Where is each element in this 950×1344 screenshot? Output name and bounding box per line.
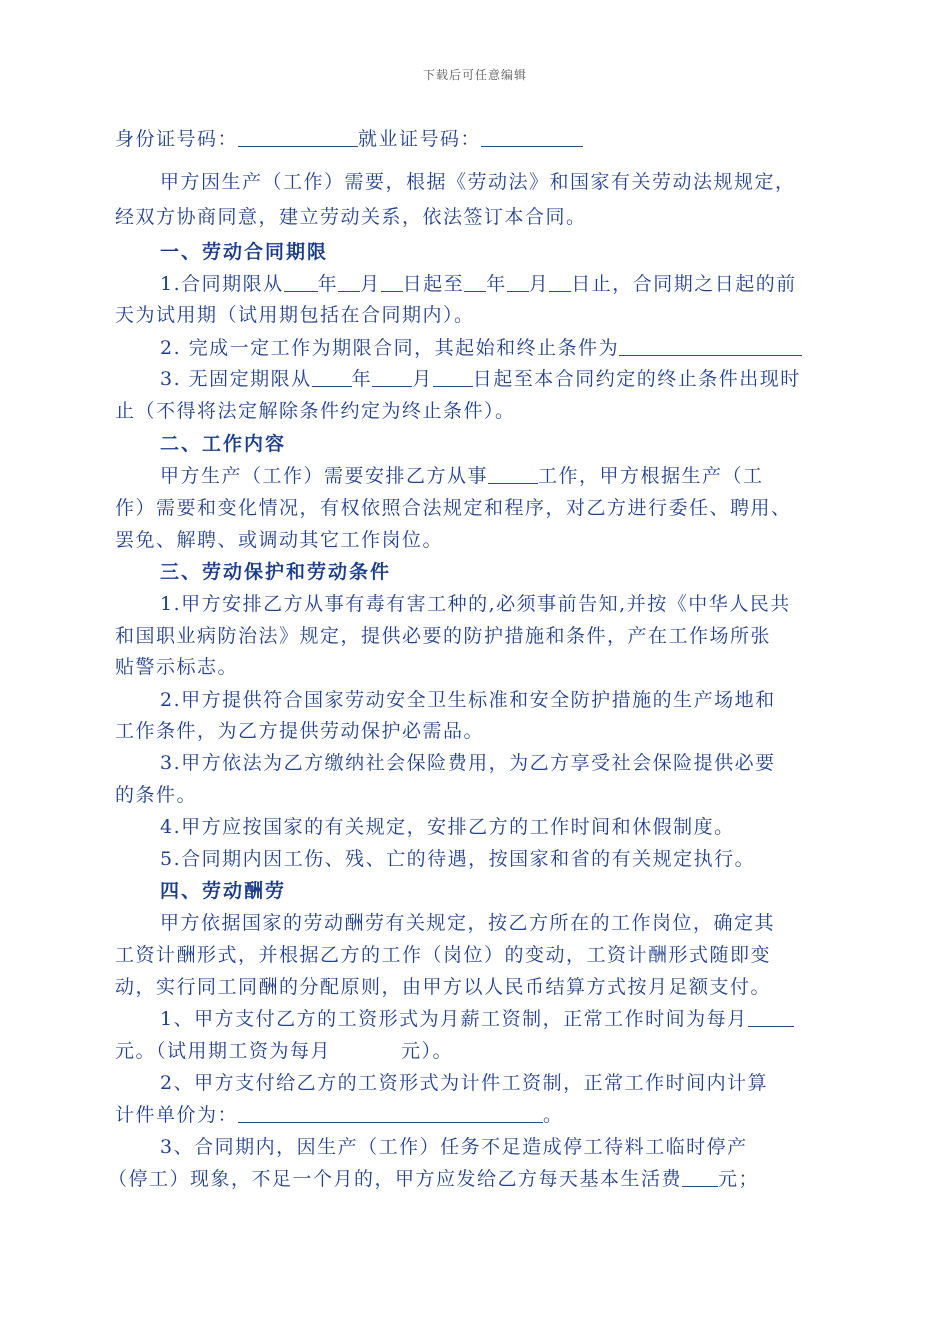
start-month-blank[interactable]	[338, 273, 360, 292]
work-content-text: 甲方生产（工作）需要安排乙方从事	[160, 465, 489, 487]
protection-item-2-line-2: 工作条件，为乙方提供劳动保护必需品。	[115, 720, 485, 742]
piece-rate-label: 计件单价为：	[115, 1104, 239, 1126]
piece-rate-tail: 。	[543, 1104, 564, 1126]
id-number-line	[115, 127, 583, 151]
task-condition-blank[interactable]	[619, 337, 802, 356]
pay-item-1-text: 1、甲方支付乙方的工资形式为月薪工资制，正常工作时间为每月	[160, 1008, 748, 1030]
section-1-heading: 一、劳动合同期限	[160, 241, 329, 263]
term-item-1-line-2: 天为试用期（试用期包括在合同期内）。	[115, 304, 475, 326]
end-month-blank[interactable]	[507, 273, 529, 292]
work-content-tail: 工作，甲方根据生产（工	[538, 465, 764, 487]
employment-number-blank[interactable]	[481, 128, 583, 147]
term-item-1-tail: 日止，合同期之日起的前	[571, 273, 797, 295]
section-2-heading: 二、工作内容	[160, 433, 287, 455]
intro-line-2: 经双方协商同意，建立劳动关系，依法签订本合同。	[115, 206, 587, 228]
protection-item-1-line-2: 和国职业病防治法》规定，提供必要的防护措施和条件，产在工作场所张	[115, 625, 772, 647]
protection-item-2-line-1: 2.甲方提供符合国家劳动安全卫生标准和安全防护措施的生产场地和	[160, 689, 776, 711]
pay-item-3-line-1: 3、合同期内，因生产（工作）任务不足造成停工待料工临时停产	[160, 1136, 748, 1158]
term-item-1	[160, 272, 797, 296]
day-to-label: 日起至	[402, 273, 465, 295]
pay-para-line-2: 工资计酬形式，并根据乙方的工作（岗位）的变动，工资计酬形式随即变	[115, 944, 772, 966]
pay-item-2-line-1: 2、甲方支付给乙方的工资形式为计件工资制，正常工作时间内计算	[160, 1072, 769, 1094]
term-item-3-text: 3. 无固定期限从	[160, 368, 312, 390]
piece-rate-blank[interactable]	[238, 1104, 543, 1123]
term-item-2	[160, 336, 802, 360]
id-number-label: 身份证号码：	[115, 128, 239, 150]
pay-item-1-line-1	[160, 1007, 794, 1031]
id-number-blank[interactable]	[238, 128, 358, 147]
page-header-note: 下载后可任意编辑	[422, 68, 527, 82]
protection-item-3-line-2: 的条件。	[115, 784, 198, 806]
pay-item-2-line-2	[115, 1103, 564, 1127]
living-allowance-tail: 元；	[718, 1168, 760, 1190]
monthly-salary-blank[interactable]	[748, 1008, 794, 1027]
probation-salary-text: 元。（试用期工资为每月	[115, 1040, 332, 1062]
work-content-line-3: 罢免、解聘、或调动其它工作岗位。	[115, 529, 444, 551]
term-item-3-tail: 日起至本合同约定的终止条件出现时	[472, 368, 801, 390]
protection-item-1-line-1: 1.甲方安排乙方从事有毒有害工种的,必须事前告知,并按《中华人民共	[160, 593, 791, 615]
work-content-line-2: 作）需要和变化情况，有权依照合法规定和程序，对乙方进行委任、聘用、	[115, 497, 792, 519]
probation-salary-tail: 元）。	[401, 1040, 454, 1062]
pay-item-1-line-2	[115, 1039, 453, 1063]
term-item-3	[160, 367, 801, 391]
pay-item-3-line-2	[108, 1167, 759, 1191]
protection-item-3-line-1: 3.甲方依法为乙方缴纳社会保险费用，为乙方享受社会保险提供必要	[160, 752, 776, 774]
intro-line-1: 甲方因生产（工作）需要，根据《劳动法》和国家有关劳动法规规定，	[160, 171, 796, 193]
year-label: 年	[317, 273, 339, 295]
term-item-1-text: 1.合同期限从	[160, 273, 284, 295]
protection-item-5: 5.合同期内因工伤、残、亡的待遇，按国家和省的有关规定执行。	[160, 848, 756, 870]
end-day-blank[interactable]	[549, 273, 571, 292]
month-label: 月	[528, 273, 550, 295]
open-start-month-blank[interactable]	[372, 368, 412, 387]
pay-para-line-3: 动，实行同工同酬的分配原则，由甲方以人民币结算方式按月足额支付。	[115, 976, 772, 998]
employment-number-label: 就业证号码：	[358, 128, 482, 150]
end-year-blank[interactable]	[464, 273, 486, 292]
job-type-blank[interactable]	[488, 465, 538, 484]
open-start-year-blank[interactable]	[312, 368, 352, 387]
term-item-3-line-2: 止（不得将法定解除条件约定为终止条件）。	[115, 400, 516, 422]
protection-item-4: 4.甲方应按国家的有关规定，安排乙方的工作时间和休假制度。	[160, 816, 735, 838]
start-year-blank[interactable]	[284, 273, 318, 292]
term-item-2-text: 2. 完成一定工作为期限合同，其起始和终止条件为	[160, 337, 620, 359]
month-label: 月	[360, 273, 381, 295]
month-label: 月	[412, 368, 433, 390]
pay-para-line-1: 甲方依据国家的劳动酬劳有关规定，按乙方所在的工作岗位，确定其	[160, 912, 776, 934]
year-label: 年	[486, 273, 507, 295]
start-day-blank[interactable]	[381, 273, 403, 292]
year-label: 年	[351, 368, 373, 390]
section-3-heading: 三、劳动保护和劳动条件	[160, 561, 392, 583]
living-allowance-text: （停工）现象，不足一个月的，甲方应发给乙方每天基本生活费	[108, 1168, 683, 1190]
daily-allowance-blank[interactable]	[682, 1168, 718, 1187]
work-content-line-1	[160, 464, 764, 488]
protection-item-1-line-3: 贴警示标志。	[115, 656, 239, 678]
section-4-heading: 四、劳动酬劳	[160, 880, 287, 902]
open-start-day-blank[interactable]	[433, 368, 473, 387]
